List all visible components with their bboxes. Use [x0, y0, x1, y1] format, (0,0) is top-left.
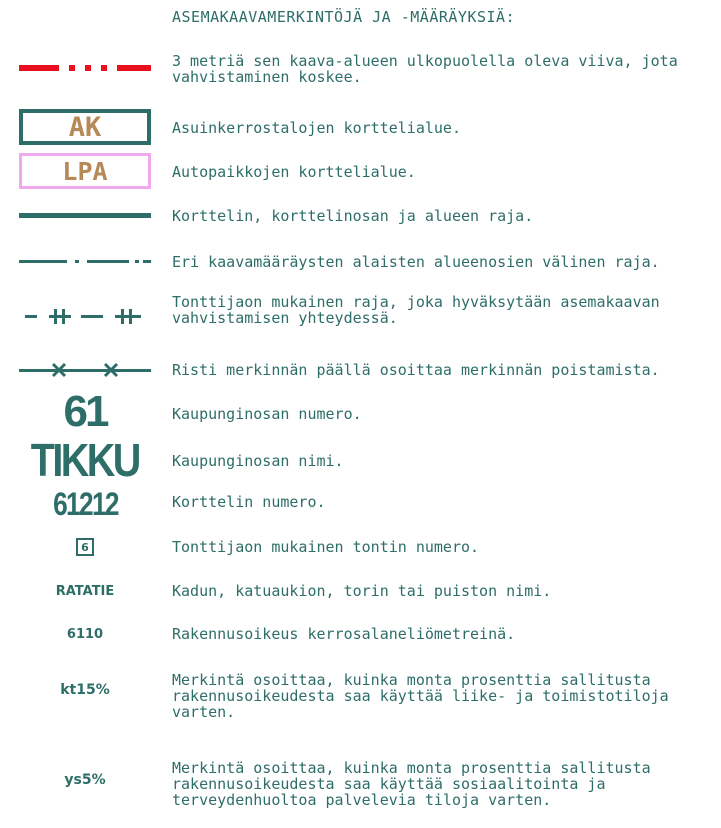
- social-share-symbol: [14, 770, 156, 790]
- thick-line-symbol: [14, 210, 156, 220]
- plot-boundary-line-icon: [19, 306, 151, 326]
- legend-description: Risti merkinnän päällä osoittaa merkinnän poistamista.: [172, 361, 660, 379]
- legend-description: Asuinkerrostalojen korttelialue.: [172, 119, 461, 137]
- commercial-share-label: kt15%: [60, 682, 110, 698]
- legend-description: Kadun, katuaukion, torin tai puiston nimi.: [172, 582, 552, 600]
- block-number-symbol: [14, 486, 156, 522]
- social-share-label: ys5%: [64, 772, 106, 788]
- plot-boundary-symbol: [14, 306, 156, 326]
- legend-description: Merkintä osoittaa, kuinka monta prosenttia sallitusta rakennusoikeudesta saa käyttää sosiaalitointa ja terveydenhuoltoa palvelevia tiloja varten.: [172, 759, 651, 809]
- ak-symbol: [14, 108, 156, 146]
- ak-box: AK: [19, 109, 151, 145]
- legend-description: Autopaikkojen korttelialue.: [172, 163, 416, 181]
- legend-description: Kaupunginosan nimi.: [172, 452, 344, 470]
- block-number-label: 61212: [52, 486, 118, 522]
- floor-area-symbol: [14, 625, 156, 643]
- dash-dot-line-icon: [19, 256, 151, 266]
- street-name-label: RATATIE: [55, 583, 115, 599]
- legend-description: Merkintä osoittaa, kuinka monta prosenttia sallitusta rakennusoikeudesta saa käyttää liike- ja toimistotiloja varten.: [172, 671, 669, 721]
- plot-number-box: 6: [76, 538, 94, 556]
- legend-description: Tonttijaon mukainen tontin numero.: [172, 538, 480, 556]
- legend-description: 3 metriä sen kaava-alueen ulkopuolella oleva viiva, jota vahvistaminen koskee.: [172, 52, 678, 86]
- street-name-symbol: [14, 582, 156, 600]
- red-dash-dot-line-icon: [19, 62, 151, 74]
- district-name-symbol: [14, 436, 156, 484]
- dash-dot-line-symbol: [14, 256, 156, 266]
- legend-description: Korttelin, korttelinosan ja alueen raja.: [172, 207, 534, 225]
- legend-description: Rakennusoikeus kerrosalaneliömetreinä.: [172, 625, 516, 643]
- district-number-label: 61: [63, 387, 107, 436]
- legend-description: Tonttijaon mukainen raja, joka hyväksytään asemakaavan vahvistamisen yhteydessä.: [172, 293, 660, 327]
- commercial-share-symbol: [14, 680, 156, 700]
- legend-description: Korttelin numero.: [172, 493, 326, 511]
- floor-area-label: 6110: [66, 626, 104, 642]
- legend-description: Eri kaavamääräysten alaisten alueenosien välinen raja.: [172, 253, 660, 271]
- page-title: ASEMAKAAVAMERKINTÖJÄ JA -MÄÄRÄYKSIÄ:: [172, 8, 516, 26]
- plot-number-symbol: [14, 537, 156, 557]
- thick-line-icon: [19, 210, 151, 220]
- lpa-symbol: [14, 152, 156, 190]
- legend-description: Kaupunginosan numero.: [172, 405, 362, 423]
- district-number-symbol: [14, 387, 156, 436]
- district-name-label: TIKKU: [31, 434, 139, 486]
- red-dash-dot-line-symbol: [14, 62, 156, 74]
- crossed-line-icon: [19, 360, 151, 380]
- crossed-line-symbol: [14, 360, 156, 380]
- lpa-box: LPA: [19, 153, 151, 189]
